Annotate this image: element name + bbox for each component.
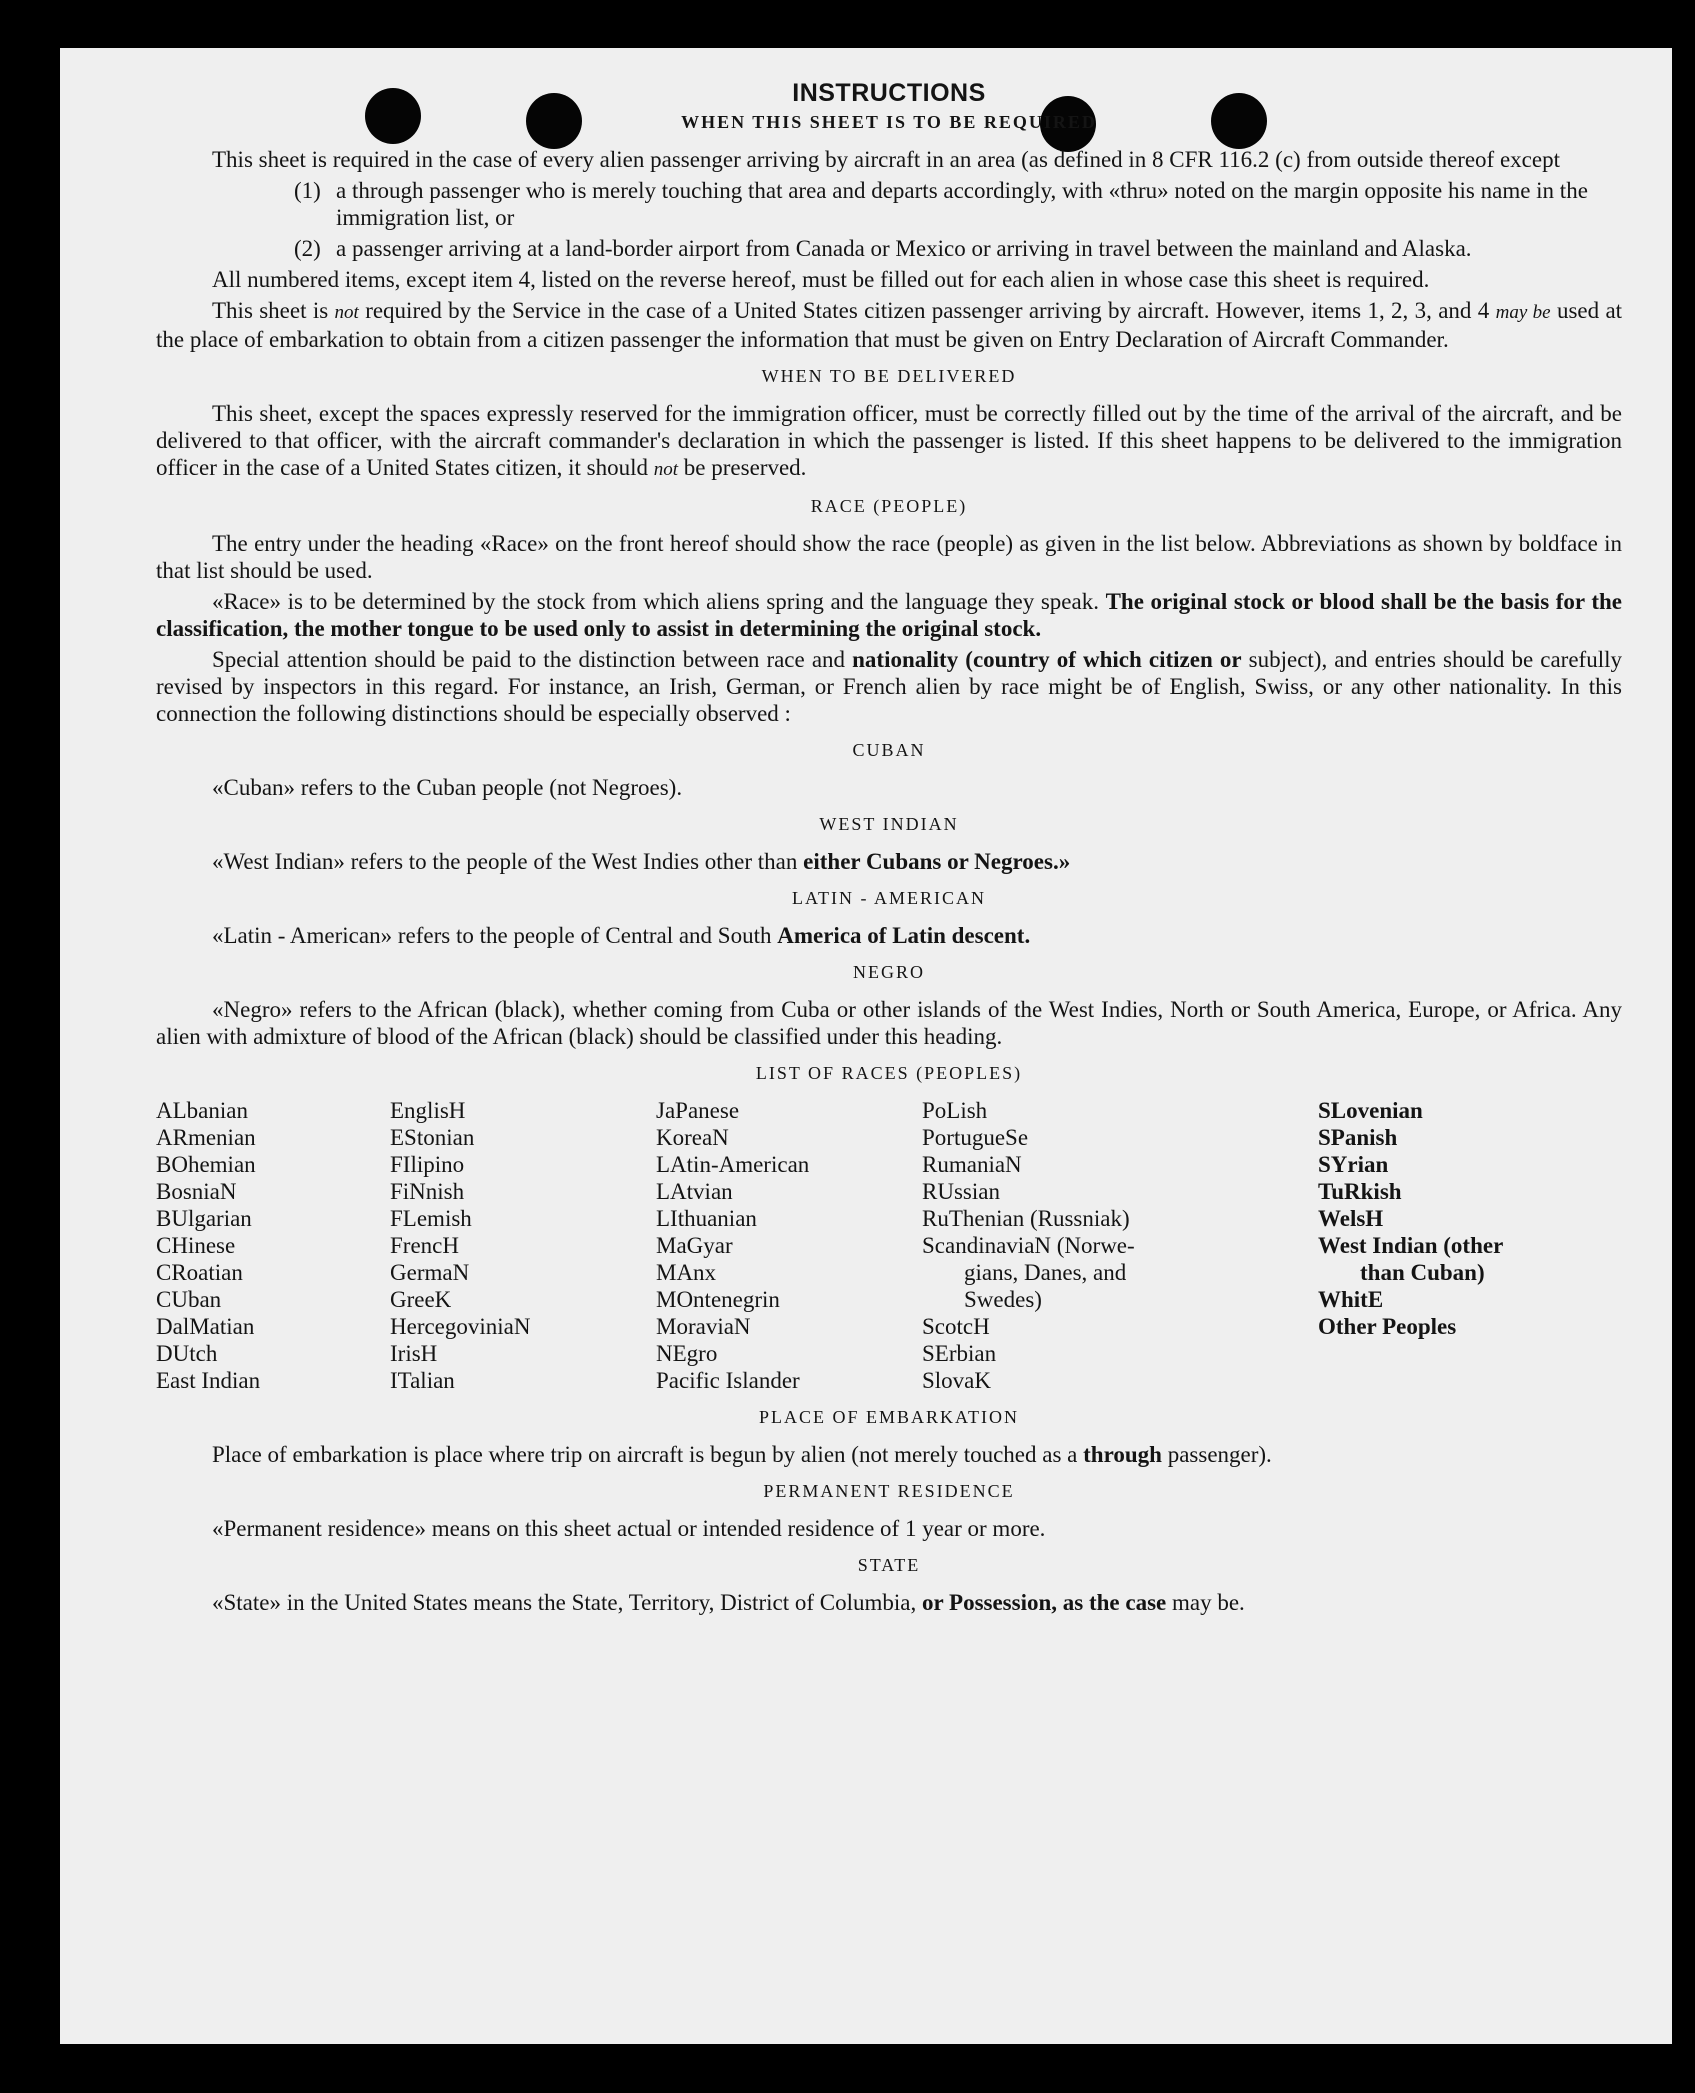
section-heading-race: RACE (PEOPLE) <box>810 496 968 516</box>
residence-text: «Permanent residence» means on this sheet actual or intended residence of 1 year or more. <box>212 1516 1046 1541</box>
race-item: BUlgarian <box>156 1206 252 1231</box>
section-heading-required: WHEN THIS SHEET IS TO BE REQUIRED <box>681 112 1097 132</box>
race-item: BosniaN <box>156 1179 237 1204</box>
race-column-3 <box>656 1097 922 1394</box>
state-text: «State» in the United States means the State, Territory, District of Columbia, or Possession, as the case may be. <box>212 1590 1245 1615</box>
race-item: CRoatian <box>156 1260 243 1285</box>
race-item: FLemish <box>390 1206 472 1231</box>
section-heading-embarkation: PLACE OF EMBARKATION <box>758 1407 1020 1427</box>
race-item: TuRkish <box>1318 1179 1402 1204</box>
race-item: IrisH <box>390 1341 438 1366</box>
exception-item-1: (1) a through passenger who is merely touching that area and departs accordingly, with «thru» noted on the margin opposite his name in the immigration list, or <box>294 178 1588 230</box>
race-item: RUssian <box>922 1179 1000 1204</box>
race-para-2: «Race» is to be determined by the stock from which aliens spring and the language they speak. The original stock or blood shall be the basis for the classification, the mother tongue to be used only to assist in determining the original stock. <box>156 589 1622 641</box>
required-para-items: All numbered items, except item 4, listed on the reverse hereof, must be filled out for each alien in whose case this sheet is required. <box>212 267 1430 292</box>
race-item: West Indian (other <box>1318 1233 1504 1258</box>
race-item: PortugueSe <box>922 1125 1029 1150</box>
race-item: SLovenian <box>1318 1098 1423 1123</box>
race-item: NEgro <box>656 1341 718 1366</box>
race-item: East Indian <box>156 1368 261 1393</box>
race-column-4 <box>922 1097 1318 1394</box>
section-heading-negro: NEGRO <box>853 962 925 982</box>
section-heading-residence: PERMANENT RESIDENCE <box>763 1481 1015 1501</box>
race-item: ARmenian <box>156 1125 256 1150</box>
latin-american-text: «Latin - American» refers to the people of Central and South America of Latin descent. <box>212 923 1031 948</box>
race-item: ScotcH <box>922 1314 990 1339</box>
race-item: HercegoviniaN <box>390 1314 531 1339</box>
page-title: INSTRUCTIONS <box>792 79 986 107</box>
embarkation-text: Place of embarkation is place where trip on aircraft is begun by alien (not merely touched as a through passenger). <box>212 1442 1272 1467</box>
section-heading-west-indian: WEST INDIAN <box>819 814 959 834</box>
race-item: BOhemian <box>156 1152 256 1177</box>
exception-item-2: (2) a passenger arriving at a land-border airport from Canada or Mexico or arriving in travel between the mainland and Alaska. <box>294 236 1472 261</box>
race-item: RumaniaN <box>922 1152 1022 1177</box>
race-para-3: Special attention should be paid to the distinction between race and nationality (country of which citizen or subject), and entries should be carefully revised by inspectors in this regard. For instance, an Irish, German, or French alien by race might be of English, Swiss, or any other nationality. In this connection the following distinctions should be especially observed : <box>156 647 1622 726</box>
race-item: MaGyar <box>656 1233 733 1258</box>
section-heading-delivered: WHEN TO BE DELIVERED <box>761 366 1017 386</box>
race-item: ALbanian <box>156 1098 248 1123</box>
race-para-1: The entry under the heading «Race» on the front hereof should show the race (people) as given in the list below. Abbreviations as shown by boldface in that list should be used. <box>156 531 1622 583</box>
delivered-text: This sheet, except the spaces expressly reserved for the immigration officer, must be correctly filled out by the time of the arrival of the aircraft, and be delivered to that officer, with the aircraft commander's declaration in which the passenger is listed. If this sheet happens to be delivered to the immigration officer in the case of a United States citizen, it should not be preserved. <box>156 401 1622 480</box>
section-heading-race-list: LIST OF RACES (PEOPLES) <box>755 1063 1023 1083</box>
race-item: SlovaK <box>922 1368 991 1393</box>
required-para-citizen: This sheet is not required by the Service in the case of a United States citizen passenger arriving by aircraft. However, items 1, 2, 3, and 4 may be used at the place of embarkation to obtain from a citizen passenger the information that must be given on Entry Declaration of Aircraft Commander. <box>156 298 1623 352</box>
race-column-5 <box>1318 1097 1598 1394</box>
race-item: WelsH <box>1318 1206 1384 1231</box>
document-page <box>60 48 1672 2044</box>
cuban-text: «Cuban» refers to the Cuban people (not Negroes). <box>212 775 683 800</box>
race-item: LAtin-American <box>656 1152 810 1177</box>
race-item: FiNnish <box>390 1179 465 1204</box>
instructions-body <box>156 80 1622 1620</box>
race-item: GreeK <box>390 1287 452 1312</box>
race-item: RuThenian (Russniak) <box>922 1206 1130 1231</box>
race-item: than Cuban) <box>1360 1260 1485 1285</box>
race-item: ScandinaviaN (Norwe- <box>922 1233 1135 1258</box>
required-intro: This sheet is required in the case of every alien passenger arriving by aircraft in an area (as defined in 8 CFR 116.2 (c) from outside thereof except <box>212 147 1560 172</box>
race-item: EStonian <box>390 1125 475 1150</box>
section-heading-latin-american: LATIN - AMERICAN <box>792 888 986 908</box>
race-item: PoLish <box>922 1098 988 1123</box>
race-item: LIthuanian <box>656 1206 757 1231</box>
race-item: FIlipino <box>390 1152 465 1177</box>
race-column-2 <box>390 1097 656 1394</box>
section-heading-state: STATE <box>857 1555 921 1575</box>
race-item: Other Peoples <box>1318 1314 1457 1339</box>
race-item: MoraviaN <box>656 1314 751 1339</box>
race-item: Pacific Islander <box>656 1368 800 1393</box>
race-item: ITalian <box>390 1368 455 1393</box>
west-indian-text: «West Indian» refers to the people of the West Indies other than either Cubans or Negroes.» <box>212 849 1071 874</box>
negro-text: «Negro» refers to the African (black), whether coming from Cuba or other islands of the West Indies, North or South America, Europe, or Africa. Any alien with admixture of blood of the African (black) should be classified under this heading. <box>156 997 1622 1049</box>
race-column-1 <box>156 1097 390 1394</box>
race-item: KoreaN <box>656 1125 729 1150</box>
race-item: gians, Danes, and <box>964 1260 1127 1285</box>
race-item: DUtch <box>156 1341 218 1366</box>
race-item: EnglisH <box>390 1098 466 1123</box>
race-item: SErbian <box>922 1341 997 1366</box>
race-item: CHinese <box>156 1233 236 1258</box>
race-item: CUban <box>156 1287 222 1312</box>
race-item: Swedes) <box>964 1287 1042 1312</box>
race-list <box>156 1097 1622 1394</box>
race-item: DalMatian <box>156 1314 255 1339</box>
race-item: GermaN <box>390 1260 470 1285</box>
race-item: WhitE <box>1318 1287 1384 1312</box>
race-item: MOntenegrin <box>656 1287 780 1312</box>
race-item: SPanish <box>1318 1125 1398 1150</box>
race-item: FrencH <box>390 1233 459 1258</box>
section-heading-cuban: CUBAN <box>852 740 926 760</box>
race-item: LAtvian <box>656 1179 733 1204</box>
race-item: MAnx <box>656 1260 717 1285</box>
race-item: JaPanese <box>656 1098 740 1123</box>
race-item: SYrian <box>1318 1152 1389 1177</box>
